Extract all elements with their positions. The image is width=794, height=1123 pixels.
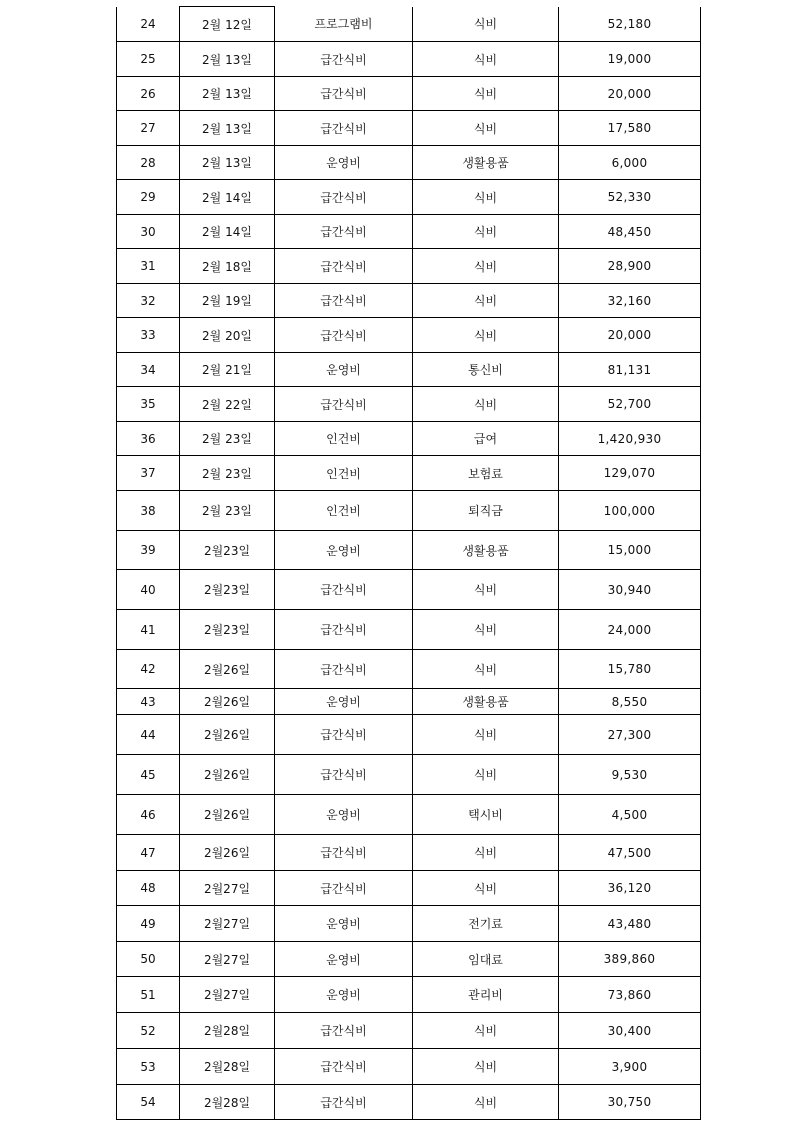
row-item: 식비 — [413, 284, 559, 318]
row-date: 2월28일 — [180, 1049, 275, 1085]
table-row — [117, 1085, 701, 1120]
row-number: 40 — [117, 570, 180, 610]
table-row — [117, 353, 701, 387]
row-item: 전기료 — [413, 906, 559, 942]
table-row — [117, 215, 701, 249]
row-item: 식비 — [413, 318, 559, 353]
row-date: 2월27일 — [180, 871, 275, 906]
row-item: 식비 — [413, 610, 559, 650]
row-item: 식비 — [413, 715, 559, 755]
row-date: 2월 14일 — [180, 180, 275, 215]
row-date: 2월 23일 — [180, 422, 275, 456]
row-category: 급간식비 — [275, 180, 413, 215]
row-number: 46 — [117, 795, 180, 835]
row-category: 운영비 — [275, 906, 413, 942]
table-row — [117, 180, 701, 215]
row-amount: 17,580 — [559, 111, 701, 146]
row-item: 식비 — [413, 650, 559, 689]
row-item: 보험료 — [413, 456, 559, 491]
row-amount: 8,550 — [559, 689, 701, 715]
row-number: 33 — [117, 318, 180, 353]
row-date: 2월27일 — [180, 942, 275, 977]
ledger-body — [117, 7, 701, 1120]
row-date: 2월23일 — [180, 610, 275, 650]
row-category: 급간식비 — [275, 650, 413, 689]
row-amount: 4,500 — [559, 795, 701, 835]
row-category: 운영비 — [275, 531, 413, 570]
row-date: 2월 23일 — [180, 491, 275, 531]
table-row — [117, 715, 701, 755]
row-amount: 100,000 — [559, 491, 701, 531]
row-category: 운영비 — [275, 795, 413, 835]
row-date: 2월 12일 — [180, 7, 275, 42]
row-date: 2월 14일 — [180, 215, 275, 249]
table-row — [117, 387, 701, 422]
row-category: 운영비 — [275, 977, 413, 1013]
row-number: 35 — [117, 387, 180, 422]
row-category: 급간식비 — [275, 570, 413, 610]
table-row — [117, 42, 701, 77]
table-row — [117, 570, 701, 610]
row-amount: 1,420,930 — [559, 422, 701, 456]
row-number: 26 — [117, 77, 180, 111]
row-amount: 28,900 — [559, 249, 701, 284]
row-item: 식비 — [413, 180, 559, 215]
row-amount: 48,450 — [559, 215, 701, 249]
row-item: 생활용품 — [413, 531, 559, 570]
row-category: 급간식비 — [275, 835, 413, 871]
row-number: 24 — [117, 7, 180, 42]
row-date: 2월 23일 — [180, 456, 275, 491]
row-number: 42 — [117, 650, 180, 689]
row-date: 2월27일 — [180, 977, 275, 1013]
row-item: 식비 — [413, 77, 559, 111]
row-category: 급간식비 — [275, 215, 413, 249]
row-item: 식비 — [413, 1049, 559, 1085]
row-amount: 20,000 — [559, 77, 701, 111]
row-amount: 30,750 — [559, 1085, 701, 1120]
row-amount: 47,500 — [559, 835, 701, 871]
row-category: 급간식비 — [275, 249, 413, 284]
row-category: 운영비 — [275, 689, 413, 715]
row-date: 2월26일 — [180, 755, 275, 795]
table-row — [117, 284, 701, 318]
row-category: 급간식비 — [275, 755, 413, 795]
row-date: 2월23일 — [180, 570, 275, 610]
row-date: 2월26일 — [180, 795, 275, 835]
row-date: 2월 13일 — [180, 111, 275, 146]
row-amount: 3,900 — [559, 1049, 701, 1085]
row-category: 프로그램비 — [275, 7, 413, 42]
row-category: 운영비 — [275, 353, 413, 387]
row-number: 38 — [117, 491, 180, 531]
row-date: 2월27일 — [180, 906, 275, 942]
row-date: 2월 22일 — [180, 387, 275, 422]
table-row — [117, 422, 701, 456]
row-number: 36 — [117, 422, 180, 456]
table-row — [117, 835, 701, 871]
row-item: 식비 — [413, 387, 559, 422]
row-number: 51 — [117, 977, 180, 1013]
table-row — [117, 871, 701, 906]
row-item: 택시비 — [413, 795, 559, 835]
row-item: 식비 — [413, 7, 559, 42]
row-date: 2월26일 — [180, 689, 275, 715]
row-item: 식비 — [413, 835, 559, 871]
table-row — [117, 906, 701, 942]
row-number: 28 — [117, 146, 180, 180]
row-amount: 30,940 — [559, 570, 701, 610]
row-number: 41 — [117, 610, 180, 650]
row-date: 2월 13일 — [180, 42, 275, 77]
row-amount: 389,860 — [559, 942, 701, 977]
table-row — [117, 531, 701, 570]
row-number: 45 — [117, 755, 180, 795]
row-item: 통신비 — [413, 353, 559, 387]
row-number: 50 — [117, 942, 180, 977]
row-category: 급간식비 — [275, 77, 413, 111]
row-category: 급간식비 — [275, 715, 413, 755]
row-number: 53 — [117, 1049, 180, 1085]
expense-ledger-table — [116, 6, 701, 1120]
row-category: 급간식비 — [275, 318, 413, 353]
table-row — [117, 7, 701, 42]
row-amount: 9,530 — [559, 755, 701, 795]
row-amount: 15,000 — [559, 531, 701, 570]
row-amount: 73,860 — [559, 977, 701, 1013]
row-date: 2월28일 — [180, 1085, 275, 1120]
row-amount: 129,070 — [559, 456, 701, 491]
row-number: 34 — [117, 353, 180, 387]
table-row — [117, 795, 701, 835]
table-row — [117, 456, 701, 491]
row-item: 식비 — [413, 249, 559, 284]
row-number: 39 — [117, 531, 180, 570]
row-number: 48 — [117, 871, 180, 906]
row-amount: 32,160 — [559, 284, 701, 318]
row-date: 2월23일 — [180, 531, 275, 570]
row-number: 54 — [117, 1085, 180, 1120]
row-item: 식비 — [413, 1085, 559, 1120]
row-category: 급간식비 — [275, 284, 413, 318]
row-item: 생활용품 — [413, 689, 559, 715]
row-amount: 81,131 — [559, 353, 701, 387]
row-number: 31 — [117, 249, 180, 284]
row-amount: 15,780 — [559, 650, 701, 689]
row-item: 식비 — [413, 871, 559, 906]
row-category: 급간식비 — [275, 42, 413, 77]
row-date: 2월26일 — [180, 835, 275, 871]
table-row — [117, 491, 701, 531]
row-date: 2월 19일 — [180, 284, 275, 318]
row-amount: 20,000 — [559, 318, 701, 353]
row-number: 25 — [117, 42, 180, 77]
row-category: 급간식비 — [275, 1013, 413, 1049]
row-category: 급간식비 — [275, 871, 413, 906]
row-date: 2월 13일 — [180, 146, 275, 180]
row-date: 2월 21일 — [180, 353, 275, 387]
row-number: 52 — [117, 1013, 180, 1049]
row-number: 37 — [117, 456, 180, 491]
table-row — [117, 318, 701, 353]
row-amount: 30,400 — [559, 1013, 701, 1049]
row-item: 관리비 — [413, 977, 559, 1013]
table-row — [117, 1049, 701, 1085]
row-item: 퇴직금 — [413, 491, 559, 531]
row-category: 급간식비 — [275, 111, 413, 146]
row-item: 급여 — [413, 422, 559, 456]
row-number: 30 — [117, 215, 180, 249]
row-number: 47 — [117, 835, 180, 871]
table-row — [117, 1013, 701, 1049]
row-amount: 52,700 — [559, 387, 701, 422]
row-category: 인건비 — [275, 422, 413, 456]
row-number: 29 — [117, 180, 180, 215]
row-amount: 43,480 — [559, 906, 701, 942]
row-date: 2월26일 — [180, 650, 275, 689]
row-date: 2월 18일 — [180, 249, 275, 284]
row-item: 식비 — [413, 111, 559, 146]
row-item: 임대료 — [413, 942, 559, 977]
row-category: 급간식비 — [275, 1085, 413, 1120]
table-row — [117, 977, 701, 1013]
table-row — [117, 650, 701, 689]
row-amount: 19,000 — [559, 42, 701, 77]
row-category: 급간식비 — [275, 387, 413, 422]
row-amount: 52,180 — [559, 7, 701, 42]
row-number: 32 — [117, 284, 180, 318]
row-item: 식비 — [413, 1013, 559, 1049]
row-item: 식비 — [413, 215, 559, 249]
table-row — [117, 77, 701, 111]
table-row — [117, 111, 701, 146]
row-amount: 24,000 — [559, 610, 701, 650]
row-category: 급간식비 — [275, 610, 413, 650]
row-item: 생활용품 — [413, 146, 559, 180]
table-row — [117, 146, 701, 180]
row-item: 식비 — [413, 755, 559, 795]
row-number: 27 — [117, 111, 180, 146]
row-category: 운영비 — [275, 146, 413, 180]
row-amount: 6,000 — [559, 146, 701, 180]
table-row — [117, 249, 701, 284]
row-category: 급간식비 — [275, 1049, 413, 1085]
table-row — [117, 755, 701, 795]
row-date: 2월28일 — [180, 1013, 275, 1049]
row-category: 인건비 — [275, 456, 413, 491]
row-amount: 52,330 — [559, 180, 701, 215]
row-item: 식비 — [413, 42, 559, 77]
table-row — [117, 689, 701, 715]
row-amount: 27,300 — [559, 715, 701, 755]
row-number: 44 — [117, 715, 180, 755]
row-number: 49 — [117, 906, 180, 942]
row-date: 2월 20일 — [180, 318, 275, 353]
row-category: 인건비 — [275, 491, 413, 531]
row-item: 식비 — [413, 570, 559, 610]
row-category: 운영비 — [275, 942, 413, 977]
row-amount: 36,120 — [559, 871, 701, 906]
row-date: 2월26일 — [180, 715, 275, 755]
row-number: 43 — [117, 689, 180, 715]
row-date: 2월 13일 — [180, 77, 275, 111]
table-row — [117, 942, 701, 977]
table-row — [117, 610, 701, 650]
